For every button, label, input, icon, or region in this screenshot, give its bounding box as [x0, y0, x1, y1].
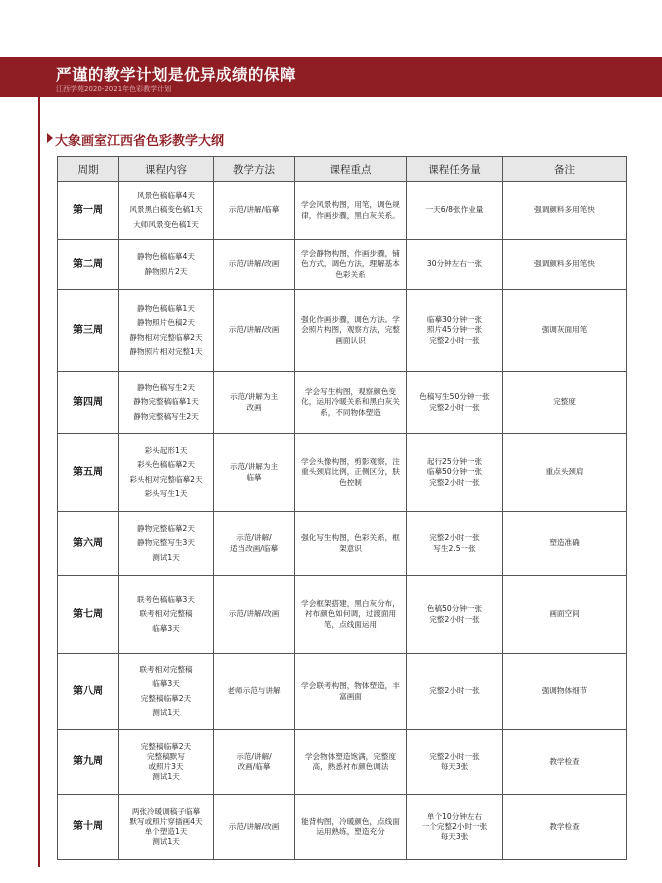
- content-line: 大师风景变色稿1天: [133, 219, 199, 229]
- section-bullet-icon: [47, 133, 53, 143]
- section-title: 大象画室江西省色彩教学大纲: [55, 134, 225, 149]
- content-line: 测试1天: [152, 552, 180, 562]
- content-line: 测试1天: [152, 837, 180, 847]
- content-line: 彩头写生1天: [144, 488, 188, 498]
- workload-cell: 色稿50分钟一张 完整2小时一张: [407, 576, 503, 654]
- focus-cell: 学会头像构图，剪影观察，注重头颈肩比例，正侧区分，肤色控制: [295, 434, 407, 512]
- method-cell: 示范/讲解为主 改画: [214, 372, 295, 434]
- note-cell: 教学检查: [503, 730, 627, 795]
- header-content: 课程内容: [119, 157, 214, 182]
- content-line: 彩头色稿临摹2天: [137, 460, 195, 470]
- content-cell: [119, 576, 214, 654]
- method-cell: 示范/讲解/ 适当改画/临摹: [214, 512, 295, 576]
- table-row: [58, 512, 627, 576]
- note-cell: 强调颜料多用笔快: [503, 182, 627, 240]
- method-cell: 示范/讲解为主 临摹: [214, 434, 295, 512]
- content-line: 联考色稿临摹3天: [137, 594, 195, 604]
- focus-cell: 学会写生构图，观察颜色变化，运用冷暖关系和黑白灰关系，不同物体塑造: [295, 372, 407, 434]
- content-line: 静物相对完整临摹2天: [129, 332, 203, 342]
- week-cell: 第七周: [58, 576, 119, 654]
- content-line: 临摹3天: [152, 679, 180, 689]
- method-cell: 示范/讲解/ 改画/临摹: [214, 730, 295, 795]
- method-cell: 示范/讲解/改画: [214, 795, 295, 860]
- content-cell: [119, 795, 214, 860]
- content-line: 或照片3天: [148, 762, 184, 771]
- content-cell: [119, 730, 214, 795]
- table-row: [58, 654, 627, 730]
- content-line: 联考相对完整稿: [139, 609, 193, 619]
- method-cell: 示范/讲解/临摹: [214, 182, 295, 240]
- content-cell: [119, 290, 214, 372]
- note-cell: 教学检查: [503, 795, 627, 860]
- workload-cell: 一天6/8张作业量: [407, 182, 503, 240]
- table-row: [58, 576, 627, 654]
- content-line: 联考相对完整稿: [139, 664, 193, 674]
- content-line: 测试1天: [152, 707, 180, 717]
- header-banner: [0, 57, 662, 97]
- content-line: 静物色稿写生2天: [137, 382, 195, 392]
- note-cell: 画面空间: [503, 576, 627, 654]
- content-line: 彩头相对完整临摹2天: [129, 474, 203, 484]
- content-line: 静物照片相对完整1天: [129, 346, 203, 356]
- method-cell: 示范/讲解/改画: [214, 576, 295, 654]
- content-line: 两张冷暖调稿子临摹: [131, 806, 201, 816]
- teaching-plan-table: [57, 156, 627, 860]
- week-cell: 第二周: [58, 240, 119, 290]
- header-week: 周期: [58, 157, 119, 182]
- week-cell: 第十周: [58, 795, 119, 860]
- left-accent-rule: [38, 97, 40, 867]
- content-line: 彩头起形1天: [144, 445, 188, 455]
- banner-title: 严谨的教学计划是优异成绩的保障: [56, 66, 297, 84]
- week-cell: 第八周: [58, 654, 119, 730]
- focus-cell: 强化写生构图，色彩关系，框架意识: [295, 512, 407, 576]
- note-cell: 重点头颈肩: [503, 434, 627, 512]
- workload-cell: 完整2小时一张 写生2.5一张: [407, 512, 503, 576]
- content-line: 风景黑白稿变色稿1天: [129, 205, 203, 215]
- focus-cell: 学会联考构图，物体塑造，丰富画面: [295, 654, 407, 730]
- header-workload: 课程任务量: [407, 157, 503, 182]
- table-row: [58, 434, 627, 512]
- content-line: 静物照片2天: [144, 266, 188, 276]
- content-line: 单个塑造1天: [144, 827, 188, 836]
- workload-cell: 起行25分钟一张 临摹50分钟一张 完整2小时一张: [407, 434, 503, 512]
- focus-cell: 学会风景构图，用笔，调色规律，作画步骤，黑白灰关系。: [295, 182, 407, 240]
- content-line: 风景色稿临摹4天: [137, 190, 195, 200]
- content-cell: [119, 372, 214, 434]
- focus-cell: 能背构图，冷暖颜色，点线面运用熟练，塑造充分: [295, 795, 407, 860]
- method-cell: 示范/讲解/改画: [214, 240, 295, 290]
- header-note: 备注: [503, 157, 627, 182]
- content-line: 完整稿临摹2天: [140, 741, 192, 751]
- content-line: 测试1天: [152, 772, 180, 782]
- content-cell: [119, 512, 214, 576]
- table-row: [58, 240, 627, 290]
- note-cell: 完整度: [503, 372, 627, 434]
- note-cell: 强调灰面用笔: [503, 290, 627, 372]
- content-cell: [119, 240, 214, 290]
- note-cell: 强调物体细节: [503, 654, 627, 730]
- week-cell: 第九周: [58, 730, 119, 795]
- table-row: [58, 290, 627, 372]
- focus-cell: 学会框架搭建，黑白灰分布，衬布颜色如何调，过渡面用笔，点线面运用: [295, 576, 407, 654]
- week-cell: 第四周: [58, 372, 119, 434]
- workload-cell: 30分钟左右一张: [407, 240, 503, 290]
- content-cell: [119, 654, 214, 730]
- content-line: 静物完整稿临摹1天: [133, 397, 199, 407]
- method-cell: 示范/讲解/改画: [214, 290, 295, 372]
- content-line: 静物照片色稿2天: [137, 318, 195, 328]
- workload-cell: 临摹30分钟一张 照片45分钟一张 完整2小时一张: [407, 290, 503, 372]
- content-line: 静物完整写生3天: [137, 538, 195, 548]
- content-line: 完整稿临摹2天: [140, 693, 192, 703]
- content-line: 静物完整稿写生2天: [133, 411, 199, 421]
- workload-cell: 完整2小时一张 每天3张: [407, 730, 503, 795]
- table-row: [58, 182, 627, 240]
- method-cell: 老师示范与讲解: [214, 654, 295, 730]
- week-cell: 第一周: [58, 182, 119, 240]
- content-line: 临摹3天: [152, 623, 180, 633]
- focus-cell: 强化作画步骤，调色方法。学会照片构图，观察方法，完整画面认识: [295, 290, 407, 372]
- table-header-row: [58, 157, 627, 182]
- workload-cell: 色稿写生50分钟一张 完整2小时一张: [407, 372, 503, 434]
- week-cell: 第六周: [58, 512, 119, 576]
- workload-cell: 完整2小时一张: [407, 654, 503, 730]
- content-cell: [119, 182, 214, 240]
- content-line: 静物色稿临摹4天: [137, 252, 195, 262]
- workload-cell: 单个10分钟左右 一个完整2小时一张 每天3张: [407, 795, 503, 860]
- header-method: 教学方法: [214, 157, 295, 182]
- note-cell: 塑造准确: [503, 512, 627, 576]
- content-line: 默写或照片穿插画4天: [129, 816, 203, 826]
- content-cell: [119, 434, 214, 512]
- note-cell: 强调颜料多用笔快: [503, 240, 627, 290]
- focus-cell: 学会物体塑造饱满，完整度高，熟悉衬布颜色调法: [295, 730, 407, 795]
- table-row: [58, 795, 627, 860]
- header-focus: 课程重点: [295, 157, 407, 182]
- table-row: [58, 730, 627, 795]
- content-line: 完整稿默写: [147, 751, 185, 761]
- week-cell: 第三周: [58, 290, 119, 372]
- content-line: 静物完整临摹2天: [137, 523, 195, 533]
- week-cell: 第五周: [58, 434, 119, 512]
- content-line: 静物色稿临摹1天: [137, 303, 195, 313]
- table-row: [58, 372, 627, 434]
- focus-cell: 学会静物构图，作画步骤，铺色方式，调色方法，理解基本色彩关系: [295, 240, 407, 290]
- banner-subtitle: 江西学苑2020-2021年色彩教学计划: [56, 85, 172, 93]
